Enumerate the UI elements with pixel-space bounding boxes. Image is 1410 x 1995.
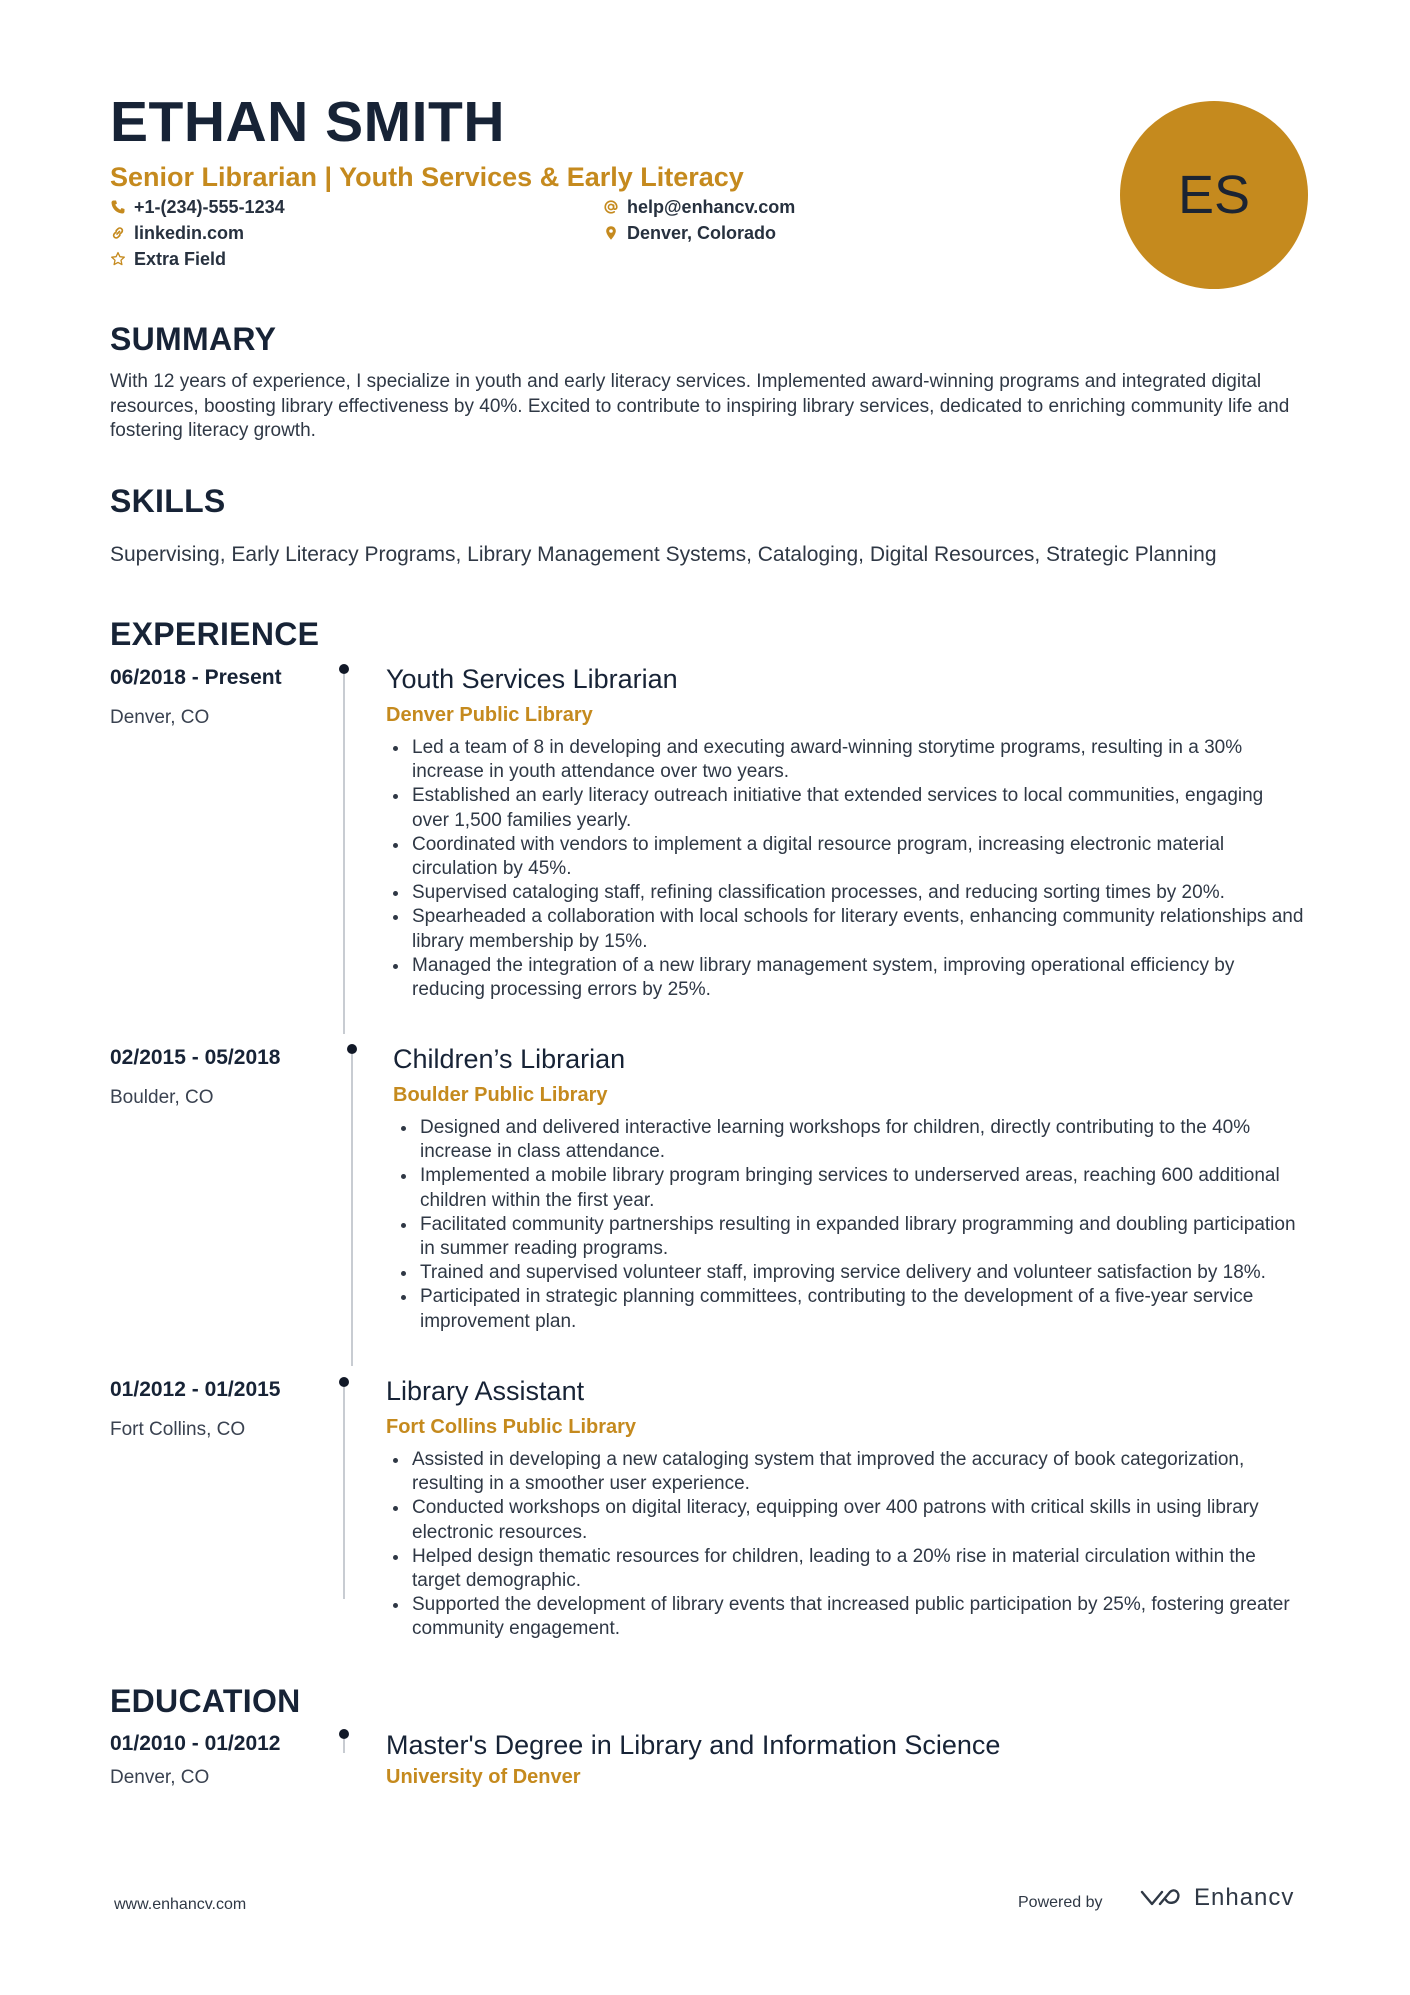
- entry-location: Denver, CO: [110, 707, 210, 728]
- powered-by-label: Powered by: [1018, 1894, 1103, 1911]
- bullet-item: Trained and supervised volunteer staff, improving service delivery and volunteer satisfaction by 18%.: [393, 1261, 1305, 1285]
- avatar-initials: ES: [1177, 165, 1251, 225]
- bullet-item: Managed the integration of a new library management system, improving operational efficiency by reducing processing errors by 25%.: [385, 954, 1305, 1002]
- timeline-dot: [339, 1377, 349, 1387]
- timeline-dot: [339, 664, 349, 674]
- entry-role: Children’s Librarian: [393, 1044, 626, 1074]
- entry-dates: 01/2010 - 01/2012: [110, 1732, 281, 1755]
- bullet-item: Facilitated community partnerships resulting in expanded library programming and doubling participation in summer reading programs.: [393, 1213, 1305, 1261]
- brand-logo[interactable]: [1138, 1884, 1294, 1912]
- bullet-item: Conducted workshops on digital literacy, equipping over 400 patrons with critical skills in using library electronic resources.: [385, 1496, 1305, 1544]
- extra-field-text: Extra Field: [134, 249, 227, 269]
- avatar: [1120, 101, 1308, 289]
- contact-linkedin[interactable]: [110, 224, 244, 242]
- timeline-line: [343, 1387, 345, 1599]
- timeline-dot: [339, 1729, 349, 1739]
- bullet-item: Supported the development of library events that increased public participation by 25%, fostering greater community engagement.: [385, 1593, 1305, 1641]
- bullet-item: Implemented a mobile library program bringing services to underserved areas, reaching 600 additional children within the first year.: [393, 1164, 1305, 1212]
- brand-name: Enhancv: [1194, 1884, 1295, 1911]
- entry-bullets: [385, 736, 1305, 1002]
- location-text: Denver, Colorado: [627, 223, 777, 243]
- bullet-item: Helped design thematic resources for children, leading to a 20% rise in material circulation within the target demographic.: [385, 1545, 1305, 1593]
- entry-dates: 06/2018 - Present: [110, 666, 282, 689]
- bullet-item: Coordinated with vendors to implement a digital resource program, increasing electronic material circulation by 45%.: [385, 833, 1305, 881]
- entry-location: Denver, CO: [110, 1767, 210, 1788]
- phone-text: +1-(234)-555-1234: [134, 197, 285, 217]
- summary-text: With 12 years of experience, I specialize in youth and early literacy services. Implemented award-winning programs and integrated digital resources, boosting library effectiveness by 40%. Excited to contribute to inspiring library services, dedicated to enriching community life and fostering literacy growth.: [110, 371, 1290, 441]
- star-icon: [110, 251, 126, 267]
- skills-text: Supervising, Early Literacy Programs, Library Management Systems, Cataloging, Digital Resources, Strategic Planning: [110, 543, 1217, 566]
- bullet-item: Led a team of 8 in developing and executing award-winning storytime programs, resulting in a 30% increase in youth attendance over two years.: [385, 736, 1305, 784]
- entry-role: Library Assistant: [386, 1376, 585, 1406]
- entry-school: University of Denver: [386, 1766, 581, 1788]
- bullet-item: Established an early literacy outreach initiative that extended services to local communities, engaging over 1,500 families yearly.: [385, 784, 1305, 832]
- timeline-line: [351, 1054, 353, 1366]
- candidate-headline: Senior Librarian | Youth Services & Early Literacy: [110, 162, 744, 192]
- footer-url[interactable]: www.enhancv.com: [114, 1896, 247, 1913]
- phone-icon: [110, 199, 126, 215]
- enhancv-logo-icon: [1138, 1886, 1184, 1910]
- contact-email[interactable]: [603, 198, 795, 216]
- timeline-dot: [347, 1044, 357, 1054]
- candidate-name: ETHAN SMITH: [110, 90, 505, 154]
- entry-dates: 02/2015 - 05/2018: [110, 1046, 281, 1069]
- entry-role: Youth Services Librarian: [386, 664, 678, 694]
- bullet-item: Assisted in developing a new cataloging system that improved the accuracy of book categorization, resulting in a smoother user experience.: [385, 1448, 1305, 1496]
- bullet-item: Designed and delivered interactive learning workshops for children, directly contributing to the 40% increase in class attendance.: [393, 1116, 1305, 1164]
- contact-extra: [110, 250, 226, 268]
- entry-company: Boulder Public Library: [393, 1084, 608, 1106]
- skills-heading: SKILLS: [110, 483, 226, 519]
- entry-bullets: [393, 1116, 1305, 1334]
- bullet-item: Participated in strategic planning committees, contributing to the development of a five-year service improvement plan.: [393, 1285, 1305, 1333]
- map-pin-icon: [603, 225, 619, 241]
- bullet-item: Supervised cataloging staff, refining classification processes, and reducing sorting times by 20%.: [385, 881, 1305, 905]
- entry-company: Denver Public Library: [386, 704, 593, 726]
- experience-heading: EXPERIENCE: [110, 616, 320, 652]
- timeline-line: [343, 1739, 345, 1753]
- education-heading: EDUCATION: [110, 1683, 301, 1719]
- entry-location: Boulder, CO: [110, 1087, 214, 1108]
- entry-location: Fort Collins, CO: [110, 1419, 246, 1440]
- entry-dates: 01/2012 - 01/2015: [110, 1378, 281, 1401]
- bullet-item: Spearheaded a collaboration with local schools for literary events, enhancing community relationships and library membership by 15%.: [385, 905, 1305, 953]
- contact-phone: [110, 198, 285, 216]
- email-text: help@enhancv.com: [627, 197, 796, 217]
- timeline-line: [343, 674, 345, 1034]
- link-icon: [110, 225, 126, 241]
- entry-degree: Master's Degree in Library and Information Science: [386, 1730, 1001, 1760]
- contact-location: [603, 224, 776, 242]
- entry-company: Fort Collins Public Library: [386, 1416, 637, 1438]
- linkedin-text: linkedin.com: [134, 223, 245, 243]
- summary-heading: SUMMARY: [110, 321, 277, 357]
- entry-bullets: [385, 1448, 1305, 1642]
- at-icon: [603, 199, 619, 215]
